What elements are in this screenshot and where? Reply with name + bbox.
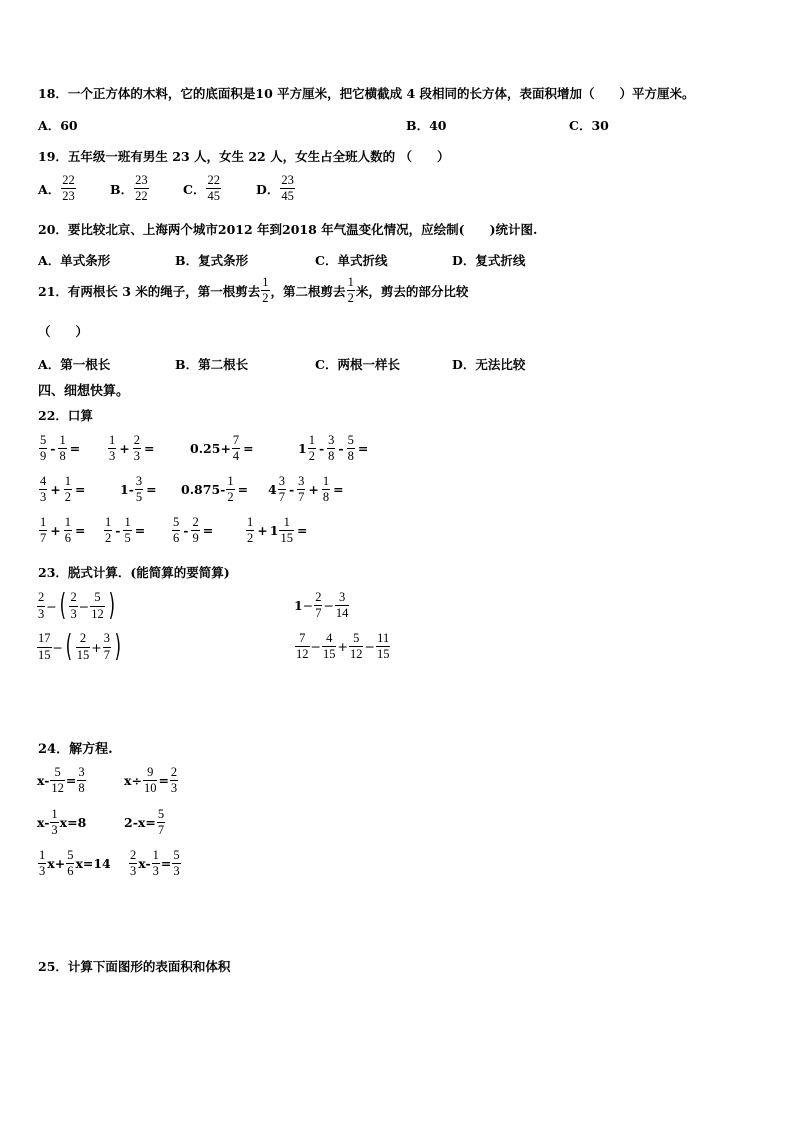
denominator: 7 — [157, 823, 165, 838]
numerator: 1 — [247, 515, 254, 529]
denominator: 45 — [281, 189, 294, 204]
numerator: 1 — [51, 807, 58, 821]
fraction — [66, 849, 74, 878]
question-23-title-text: 23．脱式计算．(能简算的要简算) — [38, 565, 230, 580]
numerator: 3 — [78, 765, 85, 779]
operator: + — [119, 441, 130, 457]
operator: − — [302, 598, 314, 614]
denominator: 2 — [247, 531, 254, 546]
denominator: 10 — [143, 781, 157, 796]
fraction — [50, 808, 58, 837]
q21-option-b-text: B．第二根长 — [175, 357, 249, 372]
denominator: 15 — [322, 647, 336, 662]
q24-e5 — [37, 849, 111, 878]
equals-sign: = — [237, 482, 249, 498]
fraction — [37, 632, 52, 661]
fraction — [327, 434, 335, 463]
fraction — [322, 475, 330, 504]
equals-sign: = — [69, 441, 81, 457]
operator: - — [288, 482, 295, 498]
fraction — [246, 516, 254, 545]
denominator: 6 — [67, 864, 74, 879]
q20-option-a-text: A．单式条形 — [38, 253, 111, 268]
denominator: 2 — [227, 490, 234, 505]
numerator: 4 — [40, 474, 47, 488]
numerator: 1 — [40, 515, 47, 529]
q22-r1-e4 — [298, 434, 370, 463]
denominator: 12 — [91, 606, 104, 621]
denominator: 2 — [105, 531, 112, 546]
operator: + — [257, 523, 268, 539]
q21-answer-blank — [38, 322, 88, 340]
numerator: 1 — [308, 433, 315, 447]
question-22-title-text: 22．口算 — [38, 408, 93, 423]
numerator: 22 — [62, 173, 75, 187]
equals-sign: = — [158, 773, 169, 789]
fraction — [39, 434, 47, 463]
denominator: 7 — [278, 490, 285, 505]
fraction — [335, 591, 350, 620]
numerator: 2 — [133, 433, 140, 447]
numerator: 3 — [339, 590, 346, 604]
q18-option-b-text: B．40 — [406, 118, 447, 133]
numerator: 3 — [103, 631, 110, 646]
question-23-title — [38, 563, 230, 581]
q22-r1-e3 — [190, 434, 256, 463]
numerator: 23 — [135, 173, 148, 187]
q19-option-d-label: D． — [256, 181, 280, 197]
whole-part: 1 — [269, 523, 279, 539]
denominator: 8 — [78, 781, 85, 796]
denominator: 7 — [40, 531, 47, 546]
denominator: 7 — [103, 647, 110, 662]
numerator: 7 — [299, 631, 306, 645]
denominator: 2 — [64, 490, 71, 505]
denominator: 5 — [135, 490, 143, 505]
fraction — [314, 591, 322, 620]
fraction — [376, 632, 391, 661]
denominator: 3 — [173, 864, 180, 879]
q24-e2 — [124, 766, 179, 795]
denominator: 8 — [322, 490, 330, 505]
equals-sign: = — [296, 523, 308, 539]
fraction — [297, 475, 305, 504]
q21-option-a — [38, 355, 110, 373]
fraction — [191, 516, 199, 545]
q19-option-a-fraction — [61, 174, 76, 203]
mixed-number — [268, 475, 287, 504]
fraction — [39, 475, 47, 504]
q20-option-c — [315, 251, 387, 269]
numerator: 1 — [39, 848, 46, 862]
q24-e4 — [124, 808, 166, 837]
equals-sign: = — [143, 441, 155, 457]
fraction — [77, 766, 85, 795]
fraction — [278, 475, 286, 504]
right-paren: ) — [108, 588, 115, 623]
q23-e1 — [36, 588, 117, 623]
denominator: 3 — [109, 449, 116, 464]
expression-mid: x- — [138, 856, 151, 872]
fraction — [129, 849, 137, 878]
denominator: 12 — [349, 647, 363, 662]
q24-e6 — [128, 849, 182, 878]
denominator: 7 — [298, 490, 305, 505]
numerator: 9 — [147, 765, 154, 779]
q22-r1-e1 — [38, 434, 82, 463]
denominator: 2 — [262, 291, 269, 306]
numerator: 5 — [157, 807, 165, 821]
question-25-title-text: 25．计算下面图形的表面积和体积 — [38, 959, 231, 974]
fraction — [152, 849, 160, 878]
fraction — [170, 766, 178, 795]
expression-lead: x- — [37, 773, 50, 789]
numerator: 5 — [173, 848, 180, 862]
question-21-stem-a: 21．有两根长 3 米的绳子，第一根剪去 — [38, 283, 261, 299]
q20-option-c-text: C．单式折线 — [315, 253, 388, 268]
q19-option-b — [110, 174, 150, 203]
q24-e3 — [37, 808, 86, 837]
question-20-stem: 20．要比较北京、上海两个城市2012 年到2018 年气温变化情况，应绘制( )统计图. — [38, 222, 538, 237]
operator: - — [183, 523, 189, 539]
question-19-text — [38, 147, 449, 165]
question-24-title — [38, 738, 113, 757]
mixed-number — [270, 516, 295, 545]
q22-r3-e3 — [171, 516, 215, 545]
denominator: 2 — [347, 291, 354, 306]
denominator: 2 — [308, 449, 315, 464]
q20-option-b-text: B．复式条形 — [175, 253, 249, 268]
whole-part: 4 — [268, 482, 277, 498]
fraction — [322, 632, 337, 661]
operator: + — [337, 639, 348, 655]
numerator: 1 — [109, 433, 116, 447]
q20-option-a — [38, 251, 110, 269]
q18-option-a — [38, 116, 78, 134]
denominator: 9 — [192, 531, 199, 546]
operator: − — [323, 598, 334, 614]
fraction — [69, 591, 77, 620]
fraction — [172, 849, 180, 878]
fraction — [108, 434, 116, 463]
q21-option-d-text: D．无法比较 — [452, 357, 526, 372]
numerator: 2 — [70, 590, 77, 605]
q19-option-c-label: C． — [183, 181, 206, 197]
numerator: 2 — [130, 848, 137, 862]
fraction — [143, 766, 158, 795]
section-4-heading — [38, 380, 129, 399]
expression-tail: x=8 — [59, 815, 87, 831]
question-24-title-text: 24．解方程. — [38, 742, 113, 757]
question-18-stem: 18．一个正方体的木料，它的底面积是10 平方厘米，把它横截成 4 段相同的长方体，表面积增加（ ）平方厘米。 — [38, 86, 695, 101]
q19-option-d-fraction — [280, 174, 295, 203]
denominator: 5 — [124, 531, 131, 546]
numerator: 11 — [377, 631, 390, 645]
numerator: 1 — [124, 515, 131, 529]
q18-option-c-text: C．30 — [569, 118, 609, 133]
question-18-text — [38, 84, 695, 102]
q21-answer-blank-text: （ ） — [38, 324, 89, 339]
equals-sign: = — [357, 441, 369, 457]
equals-sign: = — [74, 523, 86, 539]
equals-sign: = — [146, 482, 157, 498]
denominator: 15 — [38, 647, 51, 662]
operator: − — [46, 598, 57, 614]
fraction — [308, 434, 316, 463]
q19-option-a-label: A． — [38, 181, 61, 197]
denominator: 3 — [51, 823, 58, 838]
question-25-title — [38, 957, 230, 975]
fraction — [37, 591, 45, 620]
numerator: 17 — [38, 631, 51, 646]
q20-option-d — [452, 251, 525, 269]
expression-lead: x÷ — [124, 773, 142, 789]
question-21-stem-b: ，第二根剪去 — [270, 283, 346, 299]
denominator: 6 — [64, 531, 71, 546]
numerator: 5 — [67, 848, 74, 862]
section-4-title: 四、细想快算。 — [38, 384, 130, 399]
q21-option-b — [175, 355, 248, 373]
fraction — [64, 475, 72, 504]
operator: − — [52, 639, 63, 655]
numerator: 5 — [40, 433, 47, 447]
denominator: 3 — [170, 781, 178, 796]
q20-option-d-text: D．复式折线 — [452, 253, 526, 268]
fraction — [104, 516, 112, 545]
fraction — [226, 475, 234, 504]
denominator: 6 — [173, 531, 180, 546]
q21-option-c-text: C．两根一样长 — [315, 357, 400, 372]
numerator: 1 — [262, 275, 269, 289]
equals-sign: = — [65, 773, 77, 789]
numerator: 3 — [298, 474, 305, 488]
numerator: 1 — [64, 515, 71, 529]
fraction — [133, 434, 141, 463]
numerator: 1 — [227, 474, 234, 488]
numerator: 1 — [347, 275, 354, 289]
expression-lead: 2-x= — [124, 815, 156, 831]
q18-option-a-text: A．60 — [38, 118, 78, 133]
denominator: 3 — [39, 864, 46, 879]
numerator: 22 — [207, 173, 220, 187]
operator: - — [318, 441, 325, 457]
denominator: 3 — [70, 606, 77, 621]
numerator: 5 — [173, 515, 180, 529]
fraction — [295, 632, 310, 661]
denominator: 12 — [51, 781, 64, 796]
denominator: 15 — [280, 531, 293, 546]
q19-option-c-fraction — [206, 174, 221, 203]
numerator: 5 — [94, 590, 101, 605]
q18-option-c — [569, 116, 609, 134]
q22-r2-e3 — [181, 475, 250, 504]
expression-lead: 1 — [294, 598, 303, 614]
q19-option-d — [256, 174, 296, 203]
operator: − — [364, 639, 375, 655]
denominator: 45 — [207, 189, 220, 204]
q22-r3-e4 — [245, 516, 309, 545]
denominator: 3 — [152, 864, 159, 879]
operator: - — [115, 523, 121, 539]
operator: − — [78, 598, 90, 614]
fraction — [39, 516, 47, 545]
equals-sign: = — [134, 523, 146, 539]
numerator: 7 — [232, 433, 240, 447]
denominator: 8 — [328, 449, 335, 464]
numerator: 5 — [347, 433, 354, 447]
denominator: 7 — [315, 606, 322, 621]
operator: + — [50, 523, 61, 539]
numerator: 3 — [278, 474, 285, 488]
expression-lead: x- — [37, 815, 50, 831]
numerator: 1 — [64, 474, 71, 488]
expression-lead: 0.25+ — [190, 441, 231, 457]
numerator: 4 — [326, 631, 333, 645]
q21-option-c — [315, 355, 400, 373]
expression-tail: x=14 — [75, 856, 111, 872]
expression-lead: 1- — [120, 482, 134, 498]
whole-part: 1 — [298, 441, 307, 457]
numerator: 1 — [59, 433, 66, 447]
numerator: 2 — [315, 590, 322, 604]
q19-option-b-fraction — [134, 174, 149, 203]
q22-r2-e1 — [38, 475, 87, 504]
left-paren: ( — [65, 629, 73, 664]
q19-option-a — [38, 174, 77, 203]
denominator: 3 — [133, 449, 140, 464]
denominator: 15 — [76, 647, 90, 662]
question-21-text — [38, 276, 468, 305]
q19-option-b-label: B． — [110, 181, 134, 197]
numerator: 2 — [38, 590, 45, 605]
q22-r3-e2 — [103, 516, 147, 545]
numerator: 1 — [322, 474, 330, 488]
q19-option-c — [183, 174, 222, 203]
numerator: 5 — [353, 631, 360, 645]
q18-option-b — [406, 116, 446, 134]
operator: + — [50, 482, 61, 498]
numerator: 1 — [105, 515, 112, 529]
fraction — [135, 475, 143, 504]
fraction — [103, 632, 111, 661]
mixed-number — [298, 434, 317, 463]
fraction — [64, 516, 72, 545]
denominator: 8 — [347, 449, 354, 464]
fraction — [347, 434, 355, 463]
q22-r2-e4 — [268, 475, 346, 504]
fraction — [349, 632, 364, 661]
numerator: 2 — [79, 631, 87, 646]
expression-lead: 0.875- — [181, 482, 226, 498]
q22-r2-e2 — [120, 475, 159, 504]
numerator: 5 — [54, 765, 61, 779]
denominator: 3 — [130, 864, 137, 879]
denominator: 3 — [40, 490, 47, 505]
right-paren: ) — [114, 629, 122, 664]
operator: + — [308, 482, 319, 498]
fraction — [58, 434, 66, 463]
denominator: 15 — [376, 647, 390, 662]
question-22-title — [38, 406, 93, 424]
operator: + — [91, 639, 102, 655]
q21-fraction-1 — [261, 276, 269, 305]
denominator: 14 — [335, 606, 349, 621]
numerator: 2 — [192, 515, 199, 529]
equals-sign: = — [74, 482, 86, 498]
equals-sign: = — [160, 856, 172, 872]
denominator: 3 — [38, 606, 45, 621]
numerator: 3 — [328, 433, 335, 447]
q23-e2 — [294, 591, 350, 620]
numerator: 2 — [170, 765, 178, 779]
equals-sign: = — [333, 482, 344, 498]
fraction — [76, 632, 91, 661]
operator: − — [310, 639, 321, 655]
q24-e1 — [37, 766, 87, 795]
fraction — [50, 766, 65, 795]
question-19-stem: 19．五年级一班有男生 23 人，女生 22 人，女生占全班人数的 （ ） — [38, 149, 450, 164]
expression-mid: x+ — [47, 856, 66, 872]
q21-option-d — [452, 355, 525, 373]
numerator: 23 — [281, 173, 294, 187]
q21-fraction-2 — [347, 276, 355, 305]
fraction — [38, 849, 46, 878]
fraction — [90, 591, 105, 620]
numerator: 1 — [152, 848, 159, 862]
equals-sign: = — [243, 441, 254, 457]
operator: - — [50, 441, 56, 457]
q22-r3-e1 — [38, 516, 87, 545]
equals-sign: = — [202, 523, 214, 539]
denominator: 8 — [59, 449, 66, 464]
fraction — [232, 434, 240, 463]
q21-option-a-text: A．第一根长 — [38, 357, 111, 372]
q20-option-b — [175, 251, 248, 269]
denominator: 9 — [40, 449, 47, 464]
denominator: 23 — [62, 189, 75, 204]
fraction — [157, 808, 165, 837]
fraction — [279, 516, 294, 545]
operator: - — [338, 441, 344, 457]
denominator: 12 — [296, 647, 309, 662]
numerator: 1 — [283, 515, 290, 529]
question-21-stem-c: 米，剪去的部分比较 — [355, 283, 469, 299]
q23-e4 — [294, 632, 391, 661]
fraction — [123, 516, 131, 545]
q22-r1-e2 — [107, 434, 156, 463]
denominator: 4 — [232, 449, 240, 464]
question-20-text — [38, 220, 537, 238]
denominator: 22 — [135, 189, 148, 204]
q23-e3 — [36, 629, 124, 664]
fraction — [172, 516, 180, 545]
numerator: 3 — [135, 474, 143, 488]
left-paren: ( — [59, 588, 66, 623]
